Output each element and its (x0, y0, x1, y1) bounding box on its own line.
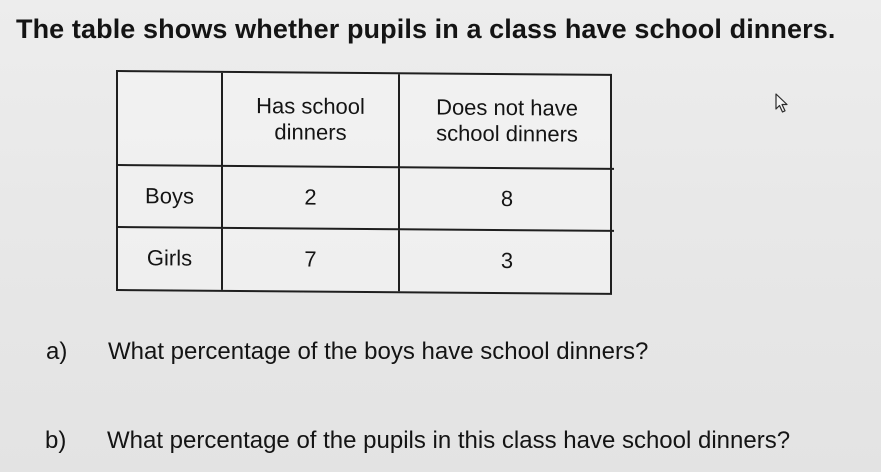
question-text: What percentage of the pupils in this class have school dinners? (107, 427, 791, 454)
header-line: Has school (256, 92, 365, 119)
empty-corner-cell (118, 72, 222, 166)
table-header-row (118, 72, 614, 169)
question-a (46, 338, 648, 366)
question-letter: b) (45, 427, 67, 454)
cell-girls-has: 7 (222, 228, 399, 291)
header-line: Does not have (436, 94, 578, 121)
table-row-girls (118, 227, 614, 293)
question-text: What percentage of the boys have school dinners? (108, 338, 649, 365)
mouse-pointer-icon (775, 93, 789, 113)
data-table (118, 72, 614, 293)
cell-girls-not: 3 (399, 229, 614, 293)
question-letter: a) (46, 338, 68, 365)
dinners-table (116, 70, 612, 295)
header-line: dinners (274, 119, 347, 145)
cell-boys-not: 8 (399, 167, 614, 231)
question-b (45, 427, 790, 455)
header-line: school dinners (436, 120, 578, 147)
row-label-boys: Boys (118, 165, 222, 228)
table-row-boys (118, 165, 614, 231)
intro-text: The table shows whether pupils in a class have school dinners. (16, 14, 836, 44)
header-does-not-have-school-dinners (399, 74, 614, 169)
cell-boys-has: 2 (222, 166, 399, 229)
header-has-school-dinners (222, 73, 399, 167)
row-label-girls: Girls (118, 227, 222, 290)
